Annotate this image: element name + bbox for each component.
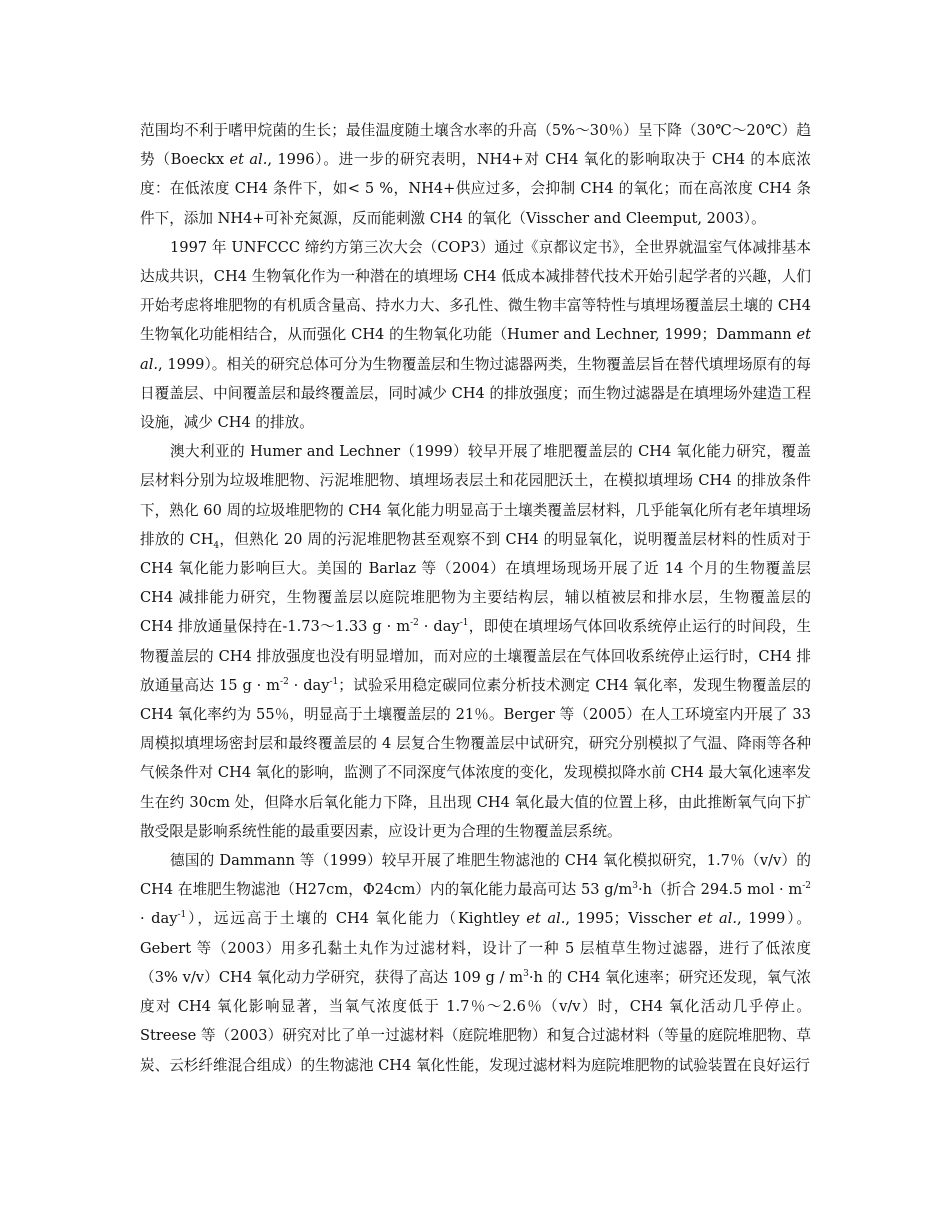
text-segment: 1997 年 UNFCCC 缔约方第三次大会（COP3）通过《京都议定书》，全世界就温室气体减排基本达成共识，CH4 生物氧化作为一种潜在的填埋场 CH4 低成本减排替代技术开始引起学者的兴趣，人们开始考虑将堆肥物的有机质含量高、持水力大、多孔性、微生物丰富等特性与填埋场覆盖层土壤的 CH4 生物氧化功能相结合，从而强化 CH4 的生物氧化功能（Humer and Lechner, 1999；Dammann	[140, 238, 811, 344]
text-segment: · day	[418, 618, 460, 636]
italic-text: et al.	[526, 910, 566, 928]
italic-text: et al.	[229, 151, 268, 169]
superscript: 3	[523, 969, 529, 980]
superscript: -2	[802, 881, 811, 892]
superscript: -1	[329, 677, 339, 687]
text-segment: 澳大利亚的 Humer and Lechner（1999）较早开展了堆肥覆盖层的 CH4 氧化能力研究，覆盖层材料分别为垃圾堆肥物、污泥堆肥物、填埋场表层土和花园肥沃土，在模拟填埋场 CH4 的排放条件下，熟化 60 周的垃圾堆肥物的 CH4 氧化能力明显高于土壤类覆盖层材料，几乎能氧化所有老年填埋场排放的 CH	[140, 443, 811, 548]
text-segment: 范围均不利于嗜甲烷菌的生长；最佳温度随土壤含水率的升高（5%～30％）呈下降（30℃～20℃）趋势（Boeckx	[140, 122, 811, 169]
text-segment: ·h（折合 294.5 mol · m	[638, 881, 803, 899]
text-segment: · day	[288, 676, 330, 694]
italic-text: et al.	[697, 910, 737, 928]
superscript: 3	[632, 881, 639, 892]
superscript: -2	[280, 677, 289, 687]
text-segment: ，但熟化 20 周的污泥堆肥物甚至观察不到 CH4 的明显氧化，说明覆盖层材料的性质对于 CH4 氧化能力影响巨大。美国的 Barlaz 等（2004）在填埋场现场开展了近 14 个月的生物覆盖层 CH4 减排能力研究，生物覆盖层以庭院堆肥物为主要结构层，辅以植被层和排水层，生物覆盖层的 CH4 排放通量保持在-1.73～1.33 g · m	[140, 530, 811, 636]
text-segment: , 1999）。相关的研究总体可分为生物覆盖层和生物过滤器两类，生物覆盖层旨在替代填埋场原有的每日覆盖层、中间覆盖层和最终覆盖层，同时减少 CH4 的排放强度；而生物过滤器是在填埋场外建造工程设施，减少 CH4 的排放。	[140, 355, 811, 432]
body-text	[140, 116, 811, 1080]
paragraph-4	[140, 846, 811, 1080]
paragraph-3	[140, 437, 811, 846]
superscript: -2	[410, 618, 419, 629]
text-segment: ），远远高于土壤的 CH4 氧化能力（Kightley	[186, 910, 527, 928]
paragraph-1	[140, 116, 811, 233]
text-segment: 德国的 Dammann 等（1999）较早开展了堆肥生物滤池的 CH4 氧化模拟研究，1.7％（v/v）的 CH4 在堆肥生物滤池（H27cm，Φ24cm）内的氧化能力最高可达 53 g/m	[140, 852, 811, 899]
text-segment: , 1995；Visscher	[565, 910, 698, 928]
italic-text: et al.	[140, 326, 811, 373]
text-segment: , 1996）。进一步的研究表明，NH4+对 CH4 氧化的影响取决于 CH4 的本底浓度：在低浓度 CH4 条件下，如< 5 %，NH4+供应过多，会抑制 CH4 的氧化；而在高浓度 CH4 条件下，添加 NH4+可补充氮源，反而能刺激 CH4 的氧化（Visscher and Cleemput, 2003）。	[140, 151, 812, 227]
text-segment: ·h 的 CH4 氧化速率；研究还发现，氧气浓度对 CH4 氧化影响显著，当氧气浓度低于 1.7％～2.6％（v/v）时，CH4 氧化活动几乎停止。Streese 等（2003）研究对比了单一过滤材料（庭院堆肥物）和复合过滤材料（等量的庭院堆肥物、草炭、云杉纤维混合组成）的生物滤池 CH4 氧化性能，发现过滤材料为庭院堆肥物的试验装置在良好运行	[140, 968, 811, 1074]
text-segment: ，即使在填埋场气体回收系统停止运行的时间段，生物覆盖层的 CH4 排放强度也没有明显增加，而对应的土壤覆盖层在气体回收系统停止运行时，CH4 排放通量高达 15 g · m	[140, 618, 811, 694]
text-segment: ；试验采用稳定碳同位素分析技术测定 CH4 氧化率，发现生物覆盖层的 CH4 氧化率约为 55％，明显高于土壤覆盖层的 21％。Berger 等（2005）在人工环境室内开展了 33 周模拟填埋场密封层和最终覆盖层的 4 层复合生物覆盖层中试研究，研究分别模拟了气温、降雨等各种气候条件对 CH4 氧化的影响，监测了不同深度气体浓度的变化，发现模拟降水前 CH4 最大氧化速率发生在约 30cm 处，但降水后氧化能力下降，且出现 CH4 氧化最大值的位置上移，由此推断氧气向下扩散受限是影响系统性能的最重要因素，应设计更为合理的生物覆盖层系统。	[140, 676, 811, 840]
superscript: -1	[459, 618, 469, 629]
superscript: -1	[177, 910, 187, 921]
text-segment: · day	[140, 910, 178, 928]
text-segment: , 1999）。Gebert 等（2003）用多孔黏土丸作为过滤材料，设计了一种 5 层植草生物过滤器，进行了低浓度（3% v/v）CH4 氧化动力学研究，获得了高达 109 g / m	[140, 910, 812, 986]
subscript: 4	[213, 540, 220, 551]
paragraph-2	[140, 233, 811, 437]
